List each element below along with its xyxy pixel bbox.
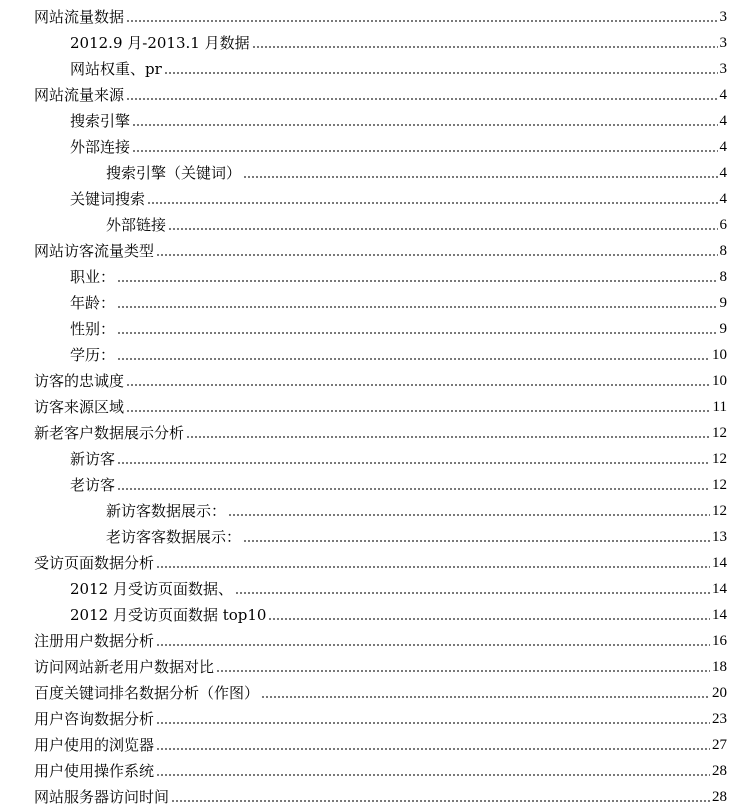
toc-dot-leader xyxy=(117,357,710,361)
toc-entry[interactable] xyxy=(0,702,754,728)
toc-entry-title: 新访客数据展示： xyxy=(106,502,227,520)
toc-entry[interactable] xyxy=(0,520,754,546)
toc-dot-leader xyxy=(216,669,710,673)
toc-entry[interactable] xyxy=(0,78,754,104)
toc-dot-leader xyxy=(243,175,717,179)
toc-entry-page: 3 xyxy=(719,35,727,51)
toc-entry-page: 27 xyxy=(712,737,727,753)
toc-entry-page: 12 xyxy=(712,503,727,519)
toc-entry-title: 2012 月受访页面数据 top10 xyxy=(70,606,267,624)
toc-entry-title: 网站流量数据 xyxy=(34,8,125,26)
toc-entry-page: 6 xyxy=(719,217,727,233)
toc-entry-title: 老访客 xyxy=(70,476,116,494)
toc-entry-title: 搜索引擎 xyxy=(70,112,131,130)
toc-entry[interactable] xyxy=(0,364,754,390)
toc-entry-page: 13 xyxy=(712,529,727,545)
toc-entry[interactable] xyxy=(0,26,754,52)
toc-entry-page: 8 xyxy=(719,243,727,259)
toc-entry-page: 8 xyxy=(719,269,727,285)
toc-entry[interactable] xyxy=(0,182,754,208)
toc-dot-leader xyxy=(147,201,717,205)
toc-entry-title: 用户使用操作系统 xyxy=(34,762,155,780)
toc-dot-leader xyxy=(243,539,710,543)
toc-entry-page: 11 xyxy=(712,399,727,415)
toc-dot-leader xyxy=(168,227,717,231)
toc-dot-leader xyxy=(132,123,717,127)
toc-entry-title: 搜索引擎（关键词） xyxy=(106,164,242,182)
toc-entry-title: 职业： xyxy=(70,268,116,286)
toc-entry-title: 2012.9 月-2013.1 月数据 xyxy=(70,34,250,52)
toc-dot-leader xyxy=(126,19,717,23)
toc-entry-page: 12 xyxy=(712,425,727,441)
toc-entry[interactable] xyxy=(0,0,754,26)
toc-dot-leader xyxy=(268,617,710,621)
toc-entry-page: 10 xyxy=(712,347,727,363)
toc-dot-leader xyxy=(164,71,718,75)
toc-entry[interactable] xyxy=(0,494,754,520)
toc-dot-leader xyxy=(171,799,710,803)
toc-entry-title: 网站服务器访问时间 xyxy=(34,788,170,806)
toc-entry-page: 4 xyxy=(719,165,727,181)
toc-entry[interactable] xyxy=(0,338,754,364)
toc-entry[interactable] xyxy=(0,442,754,468)
toc-entry-title: 2012 月受访页面数据、 xyxy=(70,580,233,598)
toc-entry-page: 16 xyxy=(712,633,727,649)
toc-entry-title: 性别： xyxy=(70,320,116,338)
toc-entry-title: 新访客 xyxy=(70,450,116,468)
toc-entry-page: 9 xyxy=(719,321,727,337)
toc-entry-title: 访客的忠诚度 xyxy=(34,372,125,390)
toc-entry[interactable] xyxy=(0,390,754,416)
toc-dot-leader xyxy=(117,461,710,465)
toc-dot-leader xyxy=(261,695,710,699)
toc-dot-leader xyxy=(126,409,711,413)
toc-entry-page: 4 xyxy=(719,87,727,103)
toc-entry-title: 访客来源区域 xyxy=(34,398,125,416)
toc-entry[interactable] xyxy=(0,156,754,182)
toc-dot-leader xyxy=(126,383,710,387)
toc-entry-page: 4 xyxy=(719,139,727,155)
toc-entry-title: 用户咨询数据分析 xyxy=(34,710,155,728)
toc-dot-leader xyxy=(117,305,717,309)
toc-entry[interactable] xyxy=(0,234,754,260)
toc-dot-leader xyxy=(252,45,718,49)
toc-entry[interactable] xyxy=(0,728,754,754)
toc-entry-title: 外部连接 xyxy=(70,138,131,156)
toc-entry-page: 14 xyxy=(712,607,727,623)
toc-entry-page: 14 xyxy=(712,555,727,571)
toc-entry-page: 4 xyxy=(719,113,727,129)
toc-entry[interactable] xyxy=(0,104,754,130)
toc-entry-title: 网站权重、pr xyxy=(70,60,162,78)
toc-dot-leader xyxy=(117,279,717,283)
toc-dot-leader xyxy=(156,773,710,777)
toc-entry[interactable] xyxy=(0,468,754,494)
toc-entry-title: 学历： xyxy=(70,346,116,364)
toc-dot-leader xyxy=(132,149,717,153)
toc-entry[interactable] xyxy=(0,650,754,676)
toc-entry-page: 9 xyxy=(719,295,727,311)
toc-entry-page: 18 xyxy=(712,659,727,675)
toc-dot-leader xyxy=(156,721,710,725)
toc-entry-page: 12 xyxy=(712,451,727,467)
toc-entry[interactable] xyxy=(0,624,754,650)
toc-entry-page: 12 xyxy=(712,477,727,493)
toc-entry-title: 访问网站新老用户数据对比 xyxy=(34,658,215,676)
toc-entry[interactable] xyxy=(0,754,754,780)
toc-entry-title: 年龄： xyxy=(70,294,116,312)
toc-entry-page: 10 xyxy=(712,373,727,389)
toc-entry[interactable] xyxy=(0,416,754,442)
toc-entry-title: 网站流量来源 xyxy=(34,86,125,104)
toc-entry[interactable] xyxy=(0,676,754,702)
toc-dot-leader xyxy=(117,487,710,491)
toc-entry-page: 14 xyxy=(712,581,727,597)
toc-entry-title: 新老客户数据展示分析 xyxy=(34,424,185,442)
toc-entry[interactable] xyxy=(0,598,754,624)
toc-entry-title: 外部链接 xyxy=(106,216,167,234)
toc-entry[interactable] xyxy=(0,572,754,598)
toc-entry-title: 受访页面数据分析 xyxy=(34,554,155,572)
toc-entry-page: 20 xyxy=(712,685,727,701)
toc-entry-title: 百度关键词排名数据分析（作图） xyxy=(34,684,260,702)
toc-entry-page: 3 xyxy=(719,9,727,25)
toc-entry-page: 23 xyxy=(712,711,727,727)
toc-dot-leader xyxy=(117,331,717,335)
toc-entry[interactable] xyxy=(0,286,754,312)
toc-dot-leader xyxy=(156,747,710,751)
toc-dot-leader xyxy=(156,253,717,257)
toc-entry-page: 28 xyxy=(712,763,727,779)
toc-entry[interactable] xyxy=(0,312,754,338)
toc-entry-title: 网站访客流量类型 xyxy=(34,242,155,260)
toc-entry-page: 28 xyxy=(712,789,727,805)
toc-entry[interactable] xyxy=(0,546,754,572)
toc-entry-title: 用户使用的浏览器 xyxy=(34,736,155,754)
toc-entry-page: 3 xyxy=(719,61,727,77)
toc-dot-leader xyxy=(156,565,710,569)
toc-dot-leader xyxy=(186,435,710,439)
toc-entry[interactable] xyxy=(0,52,754,78)
toc-entry-title: 关键词搜索 xyxy=(70,190,146,208)
toc-entry[interactable] xyxy=(0,208,754,234)
toc-entry[interactable] xyxy=(0,130,754,156)
toc-dot-leader xyxy=(126,97,717,101)
toc-dot-leader xyxy=(156,643,710,647)
toc-dot-leader xyxy=(228,513,710,517)
toc-entry[interactable] xyxy=(0,780,754,806)
toc-entry-page: 4 xyxy=(719,191,727,207)
toc-entry-title: 注册用户数据分析 xyxy=(34,632,155,650)
toc-entry[interactable] xyxy=(0,260,754,286)
toc-dot-leader xyxy=(235,591,710,595)
toc-entry-title: 老访客客数据展示： xyxy=(106,528,242,546)
